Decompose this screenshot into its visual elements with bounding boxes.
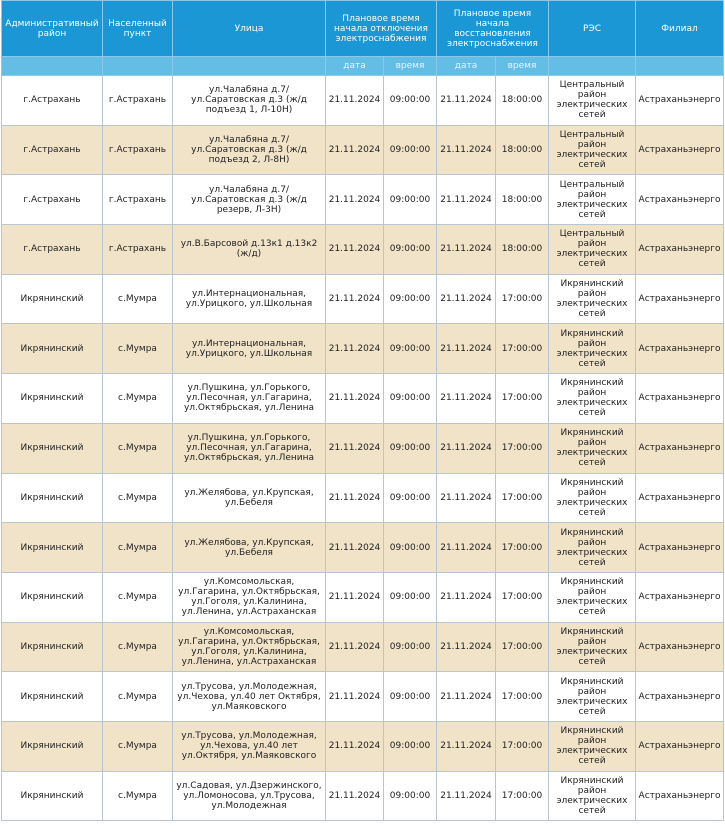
cell-street: ул.Садовая, ул.Дзержинского, ул.Ломоносова, ул.Трусова, ул.Молодежная: [173, 771, 326, 821]
table-row: [2, 572, 724, 622]
cell-on-time: 17:00:00: [496, 324, 549, 374]
cell-settlement: с.Мумра: [103, 523, 173, 573]
cell-res: Центральный район электрических сетей: [549, 125, 636, 175]
cell-branch: Астраханьэнерго: [636, 473, 724, 523]
cell-res: Икрянинский район электрических сетей: [549, 473, 636, 523]
cell-off-date: 21.11.2024: [326, 374, 384, 424]
cell-off-time: 09:00:00: [384, 175, 437, 225]
subheader-empty: [173, 57, 326, 76]
cell-off-time: 09:00:00: [384, 523, 437, 573]
cell-settlement: г.Астрахань: [103, 125, 173, 175]
cell-res: Икрянинский район электрических сетей: [549, 374, 636, 424]
cell-res: Икрянинский район электрических сетей: [549, 324, 636, 374]
cell-settlement: с.Мумра: [103, 622, 173, 672]
cell-off-time: 09:00:00: [384, 225, 437, 275]
table-row: [2, 274, 724, 324]
cell-on-time: 18:00:00: [496, 175, 549, 225]
cell-on-date: 21.11.2024: [437, 76, 496, 126]
table-row: [2, 622, 724, 672]
table-row: [2, 76, 724, 126]
cell-on-date: 21.11.2024: [437, 622, 496, 672]
cell-off-time: 09:00:00: [384, 622, 437, 672]
cell-branch: Астраханьэнерго: [636, 771, 724, 821]
cell-off-date: 21.11.2024: [326, 721, 384, 771]
cell-off-time: 09:00:00: [384, 423, 437, 473]
cell-res: Икрянинский район электрических сетей: [549, 274, 636, 324]
table-row: [2, 175, 724, 225]
subheader-off-time: время: [384, 57, 437, 76]
cell-on-date: 21.11.2024: [437, 672, 496, 722]
cell-street: ул.Пушкина, ул.Горького, ул.Песочная, ул.Гагарина, ул.Октябрьская, ул.Ленина: [173, 374, 326, 424]
cell-on-time: 17:00:00: [496, 523, 549, 573]
cell-res: Икрянинский район электрических сетей: [549, 721, 636, 771]
cell-branch: Астраханьэнерго: [636, 572, 724, 622]
cell-district: Икрянинский: [2, 771, 103, 821]
table-row: [2, 523, 724, 573]
subheader-empty: [636, 57, 724, 76]
cell-off-time: 09:00:00: [384, 324, 437, 374]
cell-district: г.Астрахань: [2, 175, 103, 225]
cell-settlement: с.Мумра: [103, 374, 173, 424]
table-row: [2, 771, 724, 821]
cell-settlement: с.Мумра: [103, 572, 173, 622]
cell-branch: Астраханьэнерго: [636, 423, 724, 473]
cell-street: ул.Трусова, ул.Молодежная, ул.Чехова, ул.40 лет ул.Октября, ул.Маяковского: [173, 721, 326, 771]
header-on-time: Плановое время начала восстановления электроснабжения: [437, 1, 549, 57]
cell-settlement: г.Астрахань: [103, 175, 173, 225]
cell-off-time: 09:00:00: [384, 274, 437, 324]
cell-on-date: 21.11.2024: [437, 473, 496, 523]
cell-settlement: с.Мумра: [103, 473, 173, 523]
cell-on-date: 21.11.2024: [437, 175, 496, 225]
cell-on-time: 17:00:00: [496, 771, 549, 821]
header-res: РЭС: [549, 1, 636, 57]
table-body: [2, 76, 724, 821]
cell-settlement: г.Астрахань: [103, 225, 173, 275]
cell-district: Икрянинский: [2, 721, 103, 771]
cell-on-time: 18:00:00: [496, 76, 549, 126]
cell-res: Икрянинский район электрических сетей: [549, 523, 636, 573]
header-street: Улица: [173, 1, 326, 57]
cell-street: ул.Интернациональная, ул.Урицкого, ул.Школьная: [173, 324, 326, 374]
header-settlement: Населенный пункт: [103, 1, 173, 57]
cell-settlement: с.Мумра: [103, 672, 173, 722]
cell-on-date: 21.11.2024: [437, 125, 496, 175]
cell-off-time: 09:00:00: [384, 76, 437, 126]
cell-settlement: с.Мумра: [103, 274, 173, 324]
cell-branch: Астраханьэнерго: [636, 125, 724, 175]
cell-res: Икрянинский район электрических сетей: [549, 423, 636, 473]
cell-off-time: 09:00:00: [384, 572, 437, 622]
cell-on-time: 17:00:00: [496, 572, 549, 622]
cell-res: Центральный район электрических сетей: [549, 175, 636, 225]
cell-district: Икрянинский: [2, 622, 103, 672]
header-row: [2, 1, 724, 57]
cell-district: г.Астрахань: [2, 225, 103, 275]
cell-off-date: 21.11.2024: [326, 771, 384, 821]
cell-street: ул.Желябова, ул.Крупская, ул.Бебеля: [173, 473, 326, 523]
cell-on-date: 21.11.2024: [437, 374, 496, 424]
cell-branch: Астраханьэнерго: [636, 374, 724, 424]
table-row: [2, 374, 724, 424]
cell-res: Икрянинский район электрических сетей: [549, 672, 636, 722]
cell-branch: Астраханьэнерго: [636, 622, 724, 672]
cell-on-time: 17:00:00: [496, 672, 549, 722]
table-row: [2, 423, 724, 473]
cell-street: ул.В.Барсовой д.13к1 д.13к2 (ж/д): [173, 225, 326, 275]
cell-res: Центральный район электрических сетей: [549, 225, 636, 275]
subheader-row: [2, 57, 724, 76]
cell-street: ул.Пушкина, ул.Горького, ул.Песочная, ул.Гагарина, ул.Октябрьская, ул.Ленина: [173, 423, 326, 473]
subheader-empty: [103, 57, 173, 76]
cell-off-date: 21.11.2024: [326, 274, 384, 324]
cell-street: ул.Комсомольская, ул.Гагарина, ул.Октябрьская, ул.Гоголя, ул.Калинина, ул.Ленина, ул.Астраханская: [173, 622, 326, 672]
outage-schedule-table: [1, 0, 724, 821]
header-branch: Филиал: [636, 1, 724, 57]
cell-on-time: 17:00:00: [496, 374, 549, 424]
cell-off-time: 09:00:00: [384, 672, 437, 722]
cell-street: ул.Чалабяна д.7/ ул.Саратовская д.3 (ж/д подъезд 2, Л-8Н): [173, 125, 326, 175]
cell-on-date: 21.11.2024: [437, 423, 496, 473]
cell-res: Икрянинский район электрических сетей: [549, 622, 636, 672]
cell-branch: Астраханьэнерго: [636, 672, 724, 722]
cell-on-date: 21.11.2024: [437, 324, 496, 374]
table-row: [2, 324, 724, 374]
cell-on-time: 18:00:00: [496, 125, 549, 175]
cell-off-date: 21.11.2024: [326, 175, 384, 225]
cell-off-date: 21.11.2024: [326, 523, 384, 573]
cell-street: ул.Интернациональная, ул.Урицкого, ул.Школьная: [173, 274, 326, 324]
subheader-on-time: время: [496, 57, 549, 76]
subheader-empty: [2, 57, 103, 76]
cell-on-date: 21.11.2024: [437, 225, 496, 275]
header-off-time: Плановое время начала отключения электроснабжения: [326, 1, 437, 57]
cell-settlement: с.Мумра: [103, 771, 173, 821]
header-admin-district: Административный район: [2, 1, 103, 57]
cell-branch: Астраханьэнерго: [636, 225, 724, 275]
cell-district: Икрянинский: [2, 274, 103, 324]
cell-settlement: с.Мумра: [103, 324, 173, 374]
cell-district: Икрянинский: [2, 473, 103, 523]
cell-on-date: 21.11.2024: [437, 771, 496, 821]
cell-district: Икрянинский: [2, 523, 103, 573]
cell-off-date: 21.11.2024: [326, 324, 384, 374]
cell-on-time: 17:00:00: [496, 423, 549, 473]
cell-off-time: 09:00:00: [384, 771, 437, 821]
cell-on-time: 17:00:00: [496, 274, 549, 324]
cell-district: Икрянинский: [2, 672, 103, 722]
cell-on-date: 21.11.2024: [437, 721, 496, 771]
cell-district: Икрянинский: [2, 423, 103, 473]
cell-off-date: 21.11.2024: [326, 572, 384, 622]
cell-on-time: 18:00:00: [496, 225, 549, 275]
cell-street: ул.Трусова, ул.Молодежная, ул.Чехова, ул.40 лет Октября, ул.Маяковского: [173, 672, 326, 722]
table-row: [2, 125, 724, 175]
cell-off-date: 21.11.2024: [326, 125, 384, 175]
cell-off-date: 21.11.2024: [326, 76, 384, 126]
cell-on-time: 17:00:00: [496, 622, 549, 672]
cell-on-time: 17:00:00: [496, 721, 549, 771]
cell-branch: Астраханьэнерго: [636, 324, 724, 374]
cell-district: Икрянинский: [2, 374, 103, 424]
cell-settlement: г.Астрахань: [103, 76, 173, 126]
cell-off-date: 21.11.2024: [326, 473, 384, 523]
cell-district: г.Астрахань: [2, 76, 103, 126]
cell-off-time: 09:00:00: [384, 374, 437, 424]
cell-district: Икрянинский: [2, 572, 103, 622]
cell-branch: Астраханьэнерго: [636, 274, 724, 324]
cell-street: ул.Комсомольская, ул.Гагарина, ул.Октябрьская, ул.Гоголя, ул.Калинина, ул.Ленина, ул.Астраханская: [173, 572, 326, 622]
cell-off-time: 09:00:00: [384, 473, 437, 523]
cell-branch: Астраханьэнерго: [636, 721, 724, 771]
cell-settlement: с.Мумра: [103, 721, 173, 771]
cell-off-time: 09:00:00: [384, 125, 437, 175]
cell-branch: Астраханьэнерго: [636, 76, 724, 126]
cell-off-date: 21.11.2024: [326, 225, 384, 275]
cell-district: Икрянинский: [2, 324, 103, 374]
cell-district: г.Астрахань: [2, 125, 103, 175]
cell-off-date: 21.11.2024: [326, 423, 384, 473]
cell-off-date: 21.11.2024: [326, 672, 384, 722]
subheader-off-date: дата: [326, 57, 384, 76]
cell-off-date: 21.11.2024: [326, 622, 384, 672]
cell-res: Икрянинский район электрических сетей: [549, 572, 636, 622]
cell-street: ул.Чалабяна д.7/ ул.Саратовская д.3 (ж/д подъезд 1, Л-10Н): [173, 76, 326, 126]
cell-branch: Астраханьэнерго: [636, 175, 724, 225]
cell-on-date: 21.11.2024: [437, 274, 496, 324]
cell-res: Икрянинский район электрических сетей: [549, 771, 636, 821]
cell-on-date: 21.11.2024: [437, 523, 496, 573]
cell-res: Центральный район электрических сетей: [549, 76, 636, 126]
cell-settlement: с.Мумра: [103, 423, 173, 473]
table-row: [2, 473, 724, 523]
table-row: [2, 721, 724, 771]
cell-on-time: 17:00:00: [496, 473, 549, 523]
subheader-empty: [549, 57, 636, 76]
subheader-on-date: дата: [437, 57, 496, 76]
table-row: [2, 672, 724, 722]
cell-on-date: 21.11.2024: [437, 572, 496, 622]
cell-branch: Астраханьэнерго: [636, 523, 724, 573]
cell-street: ул.Желябова, ул.Крупская, ул.Бебеля: [173, 523, 326, 573]
table-row: [2, 225, 724, 275]
cell-off-time: 09:00:00: [384, 721, 437, 771]
cell-street: ул.Чалабяна д.7/ ул.Саратовская д.3 (ж/д резерв, Л-3Н): [173, 175, 326, 225]
